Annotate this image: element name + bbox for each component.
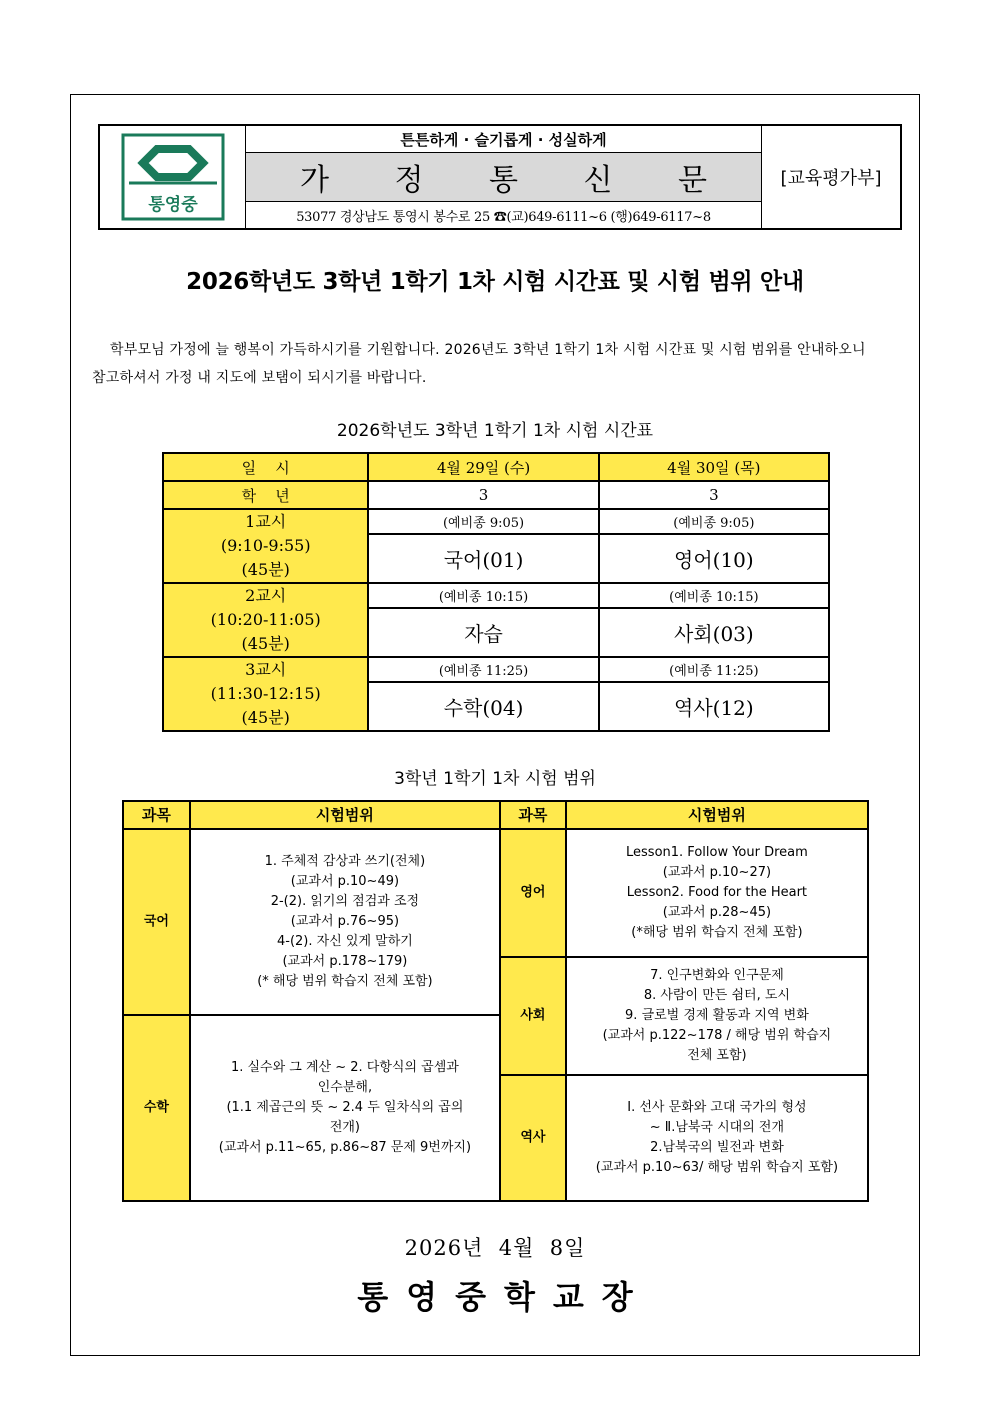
- range-line: (교과서 p.10~63/ 해당 범위 학습지 포함): [595, 1160, 839, 1175]
- col-grade-header: 학 년: [163, 481, 368, 509]
- period-2-row: [163, 583, 829, 608]
- range-line: 8. 사람이 만든 쉼터, 도시: [643, 988, 790, 1003]
- schedule-title: 2026학년도 3학년 1학기 1차 시험 시간표: [336, 421, 654, 441]
- warning-bell: (예비종 9:05): [368, 509, 598, 534]
- col-subject-header: 과목: [123, 801, 190, 829]
- period-duration: (45분): [241, 560, 290, 579]
- period-2-cell: [163, 583, 368, 657]
- warning-bell: (예비종 11:25): [599, 657, 829, 682]
- range-line: (1.1 제곱근의 뜻 ~ 2.4 두 일차식의 곱의: [226, 1100, 464, 1115]
- range-math: [190, 1015, 500, 1201]
- range-line: Lesson1. Follow Your Dream: [626, 845, 808, 860]
- range-line: (* 해당 범위 학습지 전체 포함): [257, 974, 433, 989]
- newsletter-title: 가 정 통 신 문: [246, 153, 761, 202]
- day-2-date: 4월 30일 (목): [599, 453, 829, 481]
- school-slogan: 튼튼하게 · 슬기롭게 · 성실하게: [246, 126, 761, 153]
- subject-english: 영어: [500, 829, 566, 957]
- subject-history: 역사: [500, 1075, 566, 1201]
- subject-math: 수학: [123, 1015, 190, 1201]
- col-range-header: 시험범위: [566, 801, 868, 829]
- schedule-grade-row: [163, 481, 829, 509]
- warning-bell: (예비종 9:05): [599, 509, 829, 534]
- range-korean: [190, 829, 500, 1015]
- range-line: (교과서 p.122~178 / 해당 범위 학습지: [602, 1028, 832, 1043]
- range-line: (*해당 범위 학습지 전체 포함): [631, 925, 803, 940]
- range-line: 1. 실수와 그 계산 ~ 2. 다항식의 곱셈과: [230, 1060, 459, 1075]
- school-logo-icon: [121, 133, 225, 221]
- range-line: (교과서 p.10~27): [662, 865, 772, 880]
- range-line: 인수분해,: [317, 1080, 373, 1095]
- day-2-grade: 3: [599, 481, 829, 509]
- range-line: Lesson2. Food for the Heart: [626, 885, 808, 900]
- col-range-header: 시험범위: [190, 801, 500, 829]
- range-line: 4-(2). 자신 있게 말하기: [277, 934, 413, 949]
- exam-subject: 역사(12): [599, 682, 829, 731]
- exam-subject: 국어(01): [368, 534, 598, 583]
- period-1-row: [163, 509, 829, 534]
- subject-korean: 국어: [123, 829, 190, 1015]
- day-1-date: 4월 29일 (수): [368, 453, 598, 481]
- warning-bell: (예비종 10:15): [368, 583, 598, 608]
- school-logo: [100, 126, 246, 228]
- period-duration: (45분): [241, 708, 290, 727]
- range-line: (교과서 p.10~49): [290, 874, 400, 889]
- period-3-cell: [163, 657, 368, 731]
- col-subject-header: 과목: [500, 801, 566, 829]
- day-1-grade: 3: [368, 481, 598, 509]
- range-line: ~ Ⅱ.남북국 시대의 전개: [649, 1120, 785, 1135]
- intro-paragraph: [92, 336, 882, 392]
- warning-bell: (예비종 11:25): [368, 657, 598, 682]
- col-date-header: 일 시: [163, 453, 368, 481]
- schedule-table: [162, 452, 830, 732]
- department-label: [교육평가부]: [780, 168, 882, 189]
- page-title: 2026학년도 3학년 1학기 1차 시험 시간표 및 시험 범위 안내: [186, 269, 804, 295]
- period-name: 2교시: [245, 586, 287, 605]
- period-3-row: [163, 657, 829, 682]
- range-history: [566, 1075, 868, 1201]
- range-line: 전개): [329, 1120, 361, 1135]
- principal-signature: 통영중학교장: [357, 1278, 651, 1316]
- range-english: [566, 829, 868, 957]
- exam-subject: 수학(04): [368, 682, 598, 731]
- period-1-cell: [163, 509, 368, 583]
- range-header-row: [123, 801, 868, 829]
- issue-date: 2026년 4월 8일: [404, 1236, 586, 1260]
- range-line: (교과서 p.28~45): [662, 905, 772, 920]
- period-name: 1교시: [245, 512, 287, 531]
- exam-subject: 영어(10): [599, 534, 829, 583]
- range-line: 전체 포함): [687, 1048, 747, 1063]
- school-address: 53077 경상남도 통영시 봉수로 25 ☎(교)649-6111~6 (행)649-6117~8: [296, 209, 711, 225]
- range-title: 3학년 1학기 1차 시험 범위: [394, 769, 596, 789]
- range-line: 7. 인구변화와 인구문제: [650, 968, 784, 983]
- subject-social: 사회: [500, 957, 566, 1075]
- logo-text: 통영중: [147, 195, 198, 215]
- range-line: I. 선사 문화와 고대 국가의 형성: [627, 1100, 807, 1115]
- intro-text: 학부모님 가정에 늘 행복이 가득하시기를 기원합니다. 2026년도 3학년 1학기 1차 시험 시간표 및 시험 범위를 안내하오니 참고하셔서 가정 내 지도에 보탬이 되시기를 바랍니다.: [92, 342, 866, 386]
- warning-bell: (예비종 10:15): [599, 583, 829, 608]
- range-line: (교과서 p.76~95): [290, 914, 400, 929]
- exam-subject: 자습: [368, 608, 598, 657]
- range-line: 2-(2). 읽기의 점검과 조정: [270, 894, 420, 909]
- range-line: 2.남북국의 빌전과 변화: [650, 1140, 784, 1155]
- range-line: 1. 주체적 감상과 쓰기(전체): [264, 854, 426, 869]
- period-time: (9:10-9:55): [220, 536, 311, 555]
- range-line: (교과서 p.11~65, p.86~87 문제 9번까지): [218, 1140, 472, 1155]
- period-time: (10:20-11:05): [210, 610, 321, 629]
- range-social: [566, 957, 868, 1075]
- range-table: [122, 800, 869, 1202]
- period-duration: (45분): [241, 634, 290, 653]
- period-name: 3교시: [245, 660, 287, 679]
- period-time: (11:30-12:15): [210, 684, 321, 703]
- exam-subject: 사회(03): [599, 608, 829, 657]
- schedule-header-row: [163, 453, 829, 481]
- newsletter-header: [98, 124, 902, 230]
- range-line: 9. 글로벌 경제 활동과 지역 변화: [625, 1008, 809, 1023]
- range-line: (교과서 p.178~179): [282, 954, 408, 969]
